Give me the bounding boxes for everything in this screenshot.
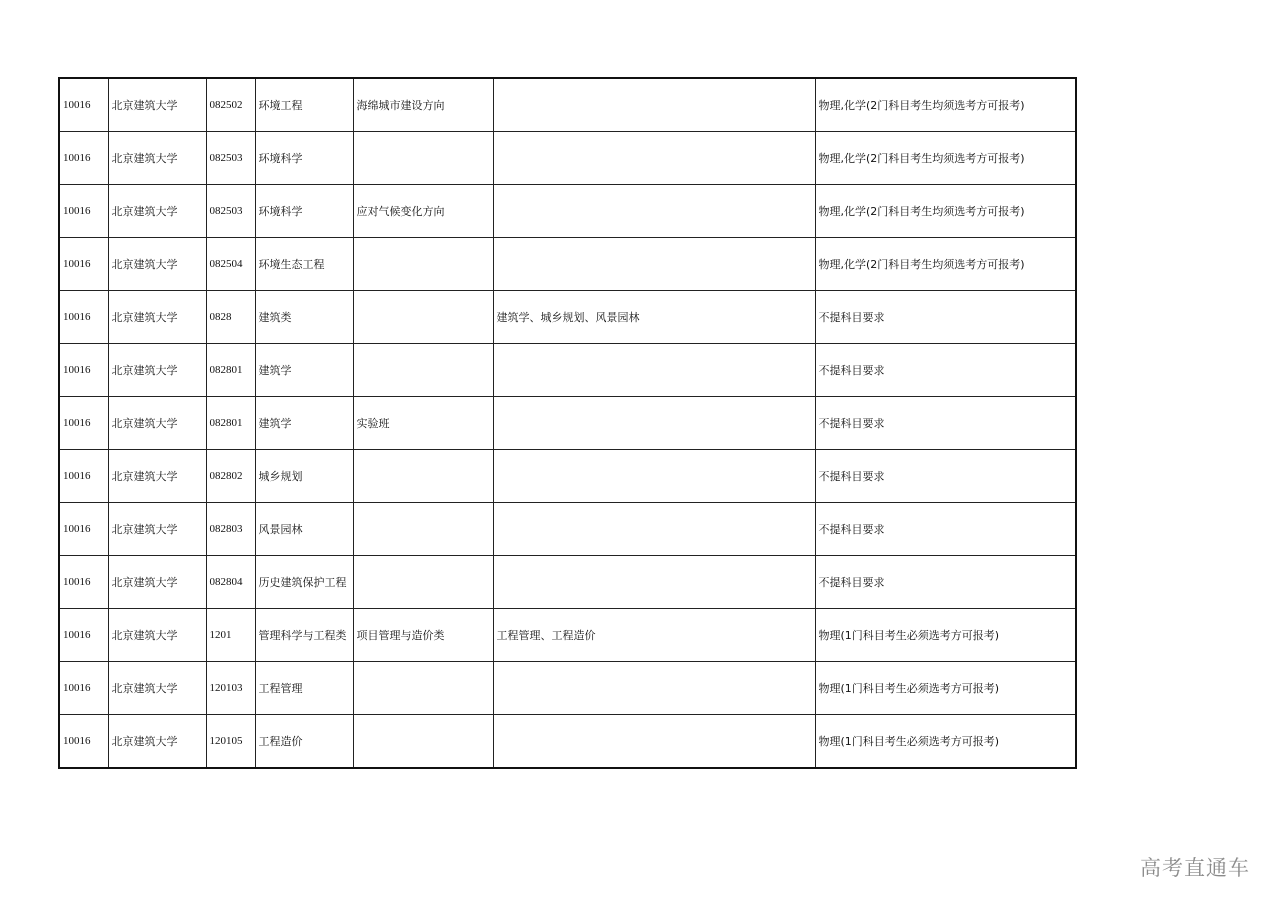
subject-requirement-cell: 物理(1门科目考生必须选考方可报考) <box>815 609 1076 662</box>
table-body <box>59 78 1076 768</box>
included-majors-cell <box>493 715 815 769</box>
direction-cell: 实验班 <box>353 397 493 450</box>
direction-cell <box>353 132 493 185</box>
direction-cell <box>353 715 493 769</box>
included-majors-cell <box>493 78 815 132</box>
school-code-cell: 10016 <box>59 132 108 185</box>
subject-requirement-cell: 不提科目要求 <box>815 291 1076 344</box>
subject-requirement-cell: 物理(1门科目考生必须选考方可报考) <box>815 662 1076 715</box>
major-name-cell: 风景园林 <box>255 503 353 556</box>
included-majors-cell <box>493 556 815 609</box>
school-name-cell: 北京建筑大学 <box>108 344 206 397</box>
table-row <box>59 78 1076 132</box>
major-name-cell: 环境工程 <box>255 78 353 132</box>
major-name-cell: 环境科学 <box>255 132 353 185</box>
included-majors-cell: 工程管理、工程造价 <box>493 609 815 662</box>
subject-requirement-cell: 物理,化学(2门科目考生均须选考方可报考) <box>815 78 1076 132</box>
school-code-cell: 10016 <box>59 397 108 450</box>
subject-requirements-table <box>58 77 1077 769</box>
direction-cell: 项目管理与造价类 <box>353 609 493 662</box>
major-name-cell: 环境科学 <box>255 185 353 238</box>
subject-requirement-cell: 物理,化学(2门科目考生均须选考方可报考) <box>815 185 1076 238</box>
major-name-cell: 历史建筑保护工程 <box>255 556 353 609</box>
major-code-cell: 082502 <box>206 78 255 132</box>
table-row <box>59 132 1076 185</box>
major-code-cell: 082503 <box>206 185 255 238</box>
direction-cell: 海绵城市建设方向 <box>353 78 493 132</box>
direction-cell: 应对气候变化方向 <box>353 185 493 238</box>
subject-requirement-cell: 物理,化学(2门科目考生均须选考方可报考) <box>815 132 1076 185</box>
included-majors-cell <box>493 662 815 715</box>
included-majors-cell <box>493 503 815 556</box>
table-row <box>59 238 1076 291</box>
school-code-cell: 10016 <box>59 715 108 769</box>
school-code-cell: 10016 <box>59 291 108 344</box>
school-name-cell: 北京建筑大学 <box>108 662 206 715</box>
major-name-cell: 管理科学与工程类 <box>255 609 353 662</box>
major-code-cell: 082503 <box>206 132 255 185</box>
included-majors-cell <box>493 185 815 238</box>
major-code-cell: 1201 <box>206 609 255 662</box>
school-name-cell: 北京建筑大学 <box>108 238 206 291</box>
major-code-cell: 082804 <box>206 556 255 609</box>
major-name-cell: 环境生态工程 <box>255 238 353 291</box>
school-code-cell: 10016 <box>59 344 108 397</box>
major-code-cell: 120105 <box>206 715 255 769</box>
direction-cell <box>353 238 493 291</box>
school-code-cell: 10016 <box>59 238 108 291</box>
school-name-cell: 北京建筑大学 <box>108 609 206 662</box>
major-code-cell: 082504 <box>206 238 255 291</box>
direction-cell <box>353 503 493 556</box>
school-code-cell: 10016 <box>59 185 108 238</box>
table-row <box>59 344 1076 397</box>
direction-cell <box>353 556 493 609</box>
direction-cell <box>353 344 493 397</box>
subject-requirement-cell: 不提科目要求 <box>815 344 1076 397</box>
major-code-cell: 082803 <box>206 503 255 556</box>
school-name-cell: 北京建筑大学 <box>108 556 206 609</box>
school-code-cell: 10016 <box>59 662 108 715</box>
subject-requirement-cell: 物理(1门科目考生必须选考方可报考) <box>815 715 1076 769</box>
major-name-cell: 建筑类 <box>255 291 353 344</box>
table-row <box>59 715 1076 769</box>
school-name-cell: 北京建筑大学 <box>108 397 206 450</box>
school-name-cell: 北京建筑大学 <box>108 185 206 238</box>
school-code-cell: 10016 <box>59 450 108 503</box>
included-majors-cell <box>493 397 815 450</box>
direction-cell <box>353 450 493 503</box>
major-name-cell: 工程管理 <box>255 662 353 715</box>
major-code-cell: 082802 <box>206 450 255 503</box>
major-code-cell: 082801 <box>206 344 255 397</box>
included-majors-cell <box>493 344 815 397</box>
major-name-cell: 建筑学 <box>255 344 353 397</box>
direction-cell <box>353 662 493 715</box>
school-code-cell: 10016 <box>59 503 108 556</box>
subject-requirement-cell: 不提科目要求 <box>815 556 1076 609</box>
school-name-cell: 北京建筑大学 <box>108 291 206 344</box>
major-name-cell: 建筑学 <box>255 397 353 450</box>
school-name-cell: 北京建筑大学 <box>108 132 206 185</box>
table-row <box>59 185 1076 238</box>
school-name-cell: 北京建筑大学 <box>108 78 206 132</box>
included-majors-cell <box>493 132 815 185</box>
school-code-cell: 10016 <box>59 609 108 662</box>
included-majors-cell <box>493 238 815 291</box>
subject-requirement-cell: 不提科目要求 <box>815 503 1076 556</box>
table-row <box>59 609 1076 662</box>
watermark-text: 高考直通车 <box>1140 856 1250 880</box>
included-majors-cell <box>493 450 815 503</box>
school-name-cell: 北京建筑大学 <box>108 450 206 503</box>
major-name-cell: 工程造价 <box>255 715 353 769</box>
major-code-cell: 082801 <box>206 397 255 450</box>
subject-requirement-cell: 不提科目要求 <box>815 450 1076 503</box>
table-row <box>59 397 1076 450</box>
table-row <box>59 556 1076 609</box>
table-row <box>59 450 1076 503</box>
school-code-cell: 10016 <box>59 78 108 132</box>
subject-requirement-cell: 物理,化学(2门科目考生均须选考方可报考) <box>815 238 1076 291</box>
table-row <box>59 503 1076 556</box>
table-row <box>59 291 1076 344</box>
direction-cell <box>353 291 493 344</box>
school-code-cell: 10016 <box>59 556 108 609</box>
included-majors-cell: 建筑学、城乡规划、风景园林 <box>493 291 815 344</box>
major-name-cell: 城乡规划 <box>255 450 353 503</box>
subject-requirement-cell: 不提科目要求 <box>815 397 1076 450</box>
major-code-cell: 0828 <box>206 291 255 344</box>
table-row <box>59 662 1076 715</box>
major-code-cell: 120103 <box>206 662 255 715</box>
school-name-cell: 北京建筑大学 <box>108 503 206 556</box>
school-name-cell: 北京建筑大学 <box>108 715 206 769</box>
